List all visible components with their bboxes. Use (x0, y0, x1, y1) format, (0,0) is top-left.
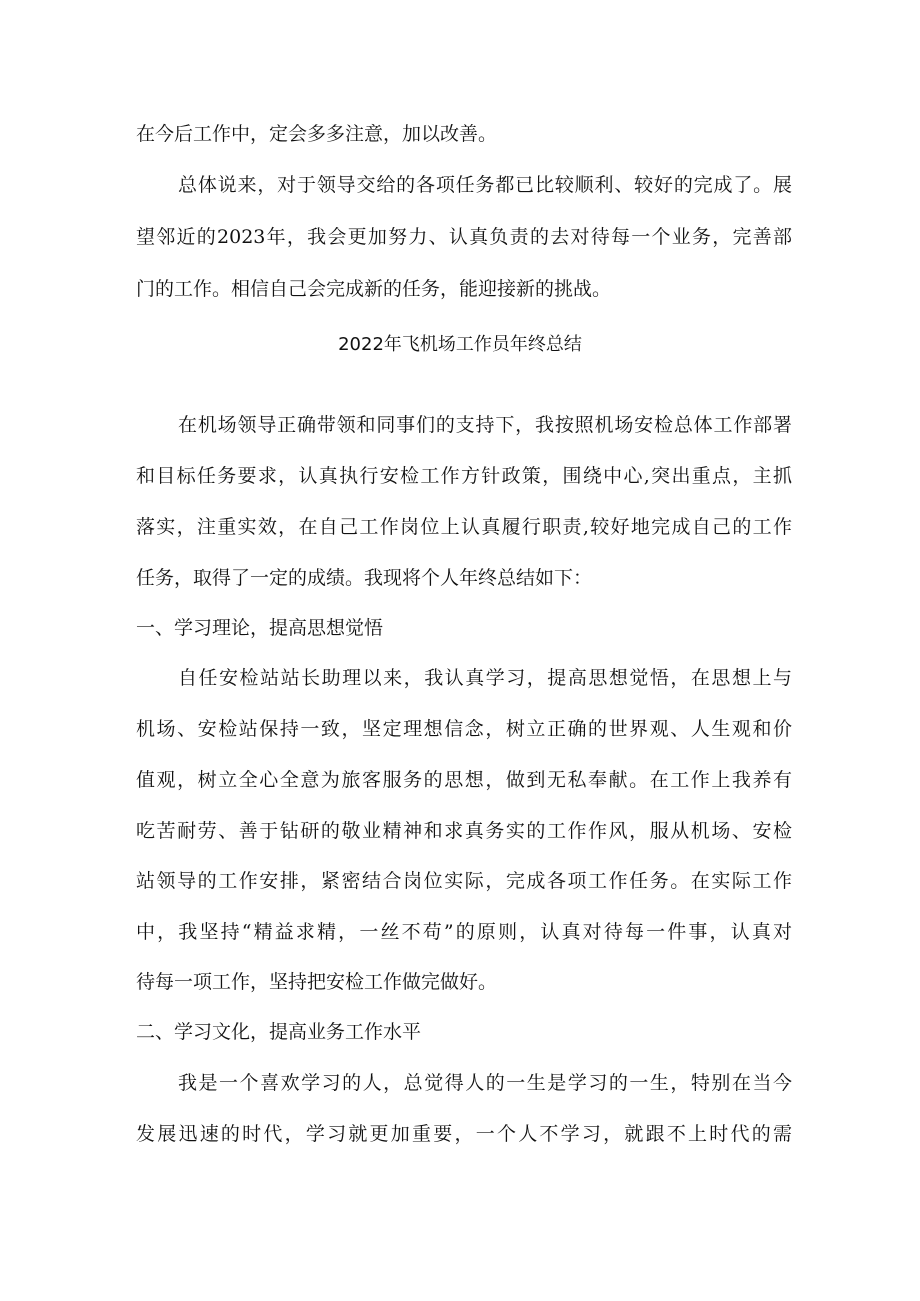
paragraph-line: 总体说来，对于领导交给的各项任务都已比较顺利、较好的完成了。展 (178, 174, 792, 196)
paragraph-line: 发展迅速的时代，学习就更加重要，一个人不学习，就跟不上时代的需 (136, 1123, 792, 1145)
paragraph-line: 值观，树立全心全意为旅客服务的思想，做到无私奉献。在工作上我养有 (136, 769, 792, 791)
paragraph-line: 机场、安检站保持一致，坚定理想信念，树立正确的世界观、人生观和价 (136, 718, 792, 740)
section-heading: 二、学习文化，提高业务工作水平 (136, 1021, 422, 1043)
paragraph-line: 门的工作。相信自己会完成新的任务，能迎接新的挑战。 (136, 278, 612, 300)
paragraph-line: 望邻近的2023年，我会更加努力、认真负责的去对待每一个业务，完善部 (136, 226, 792, 248)
paragraph-line: 在机场领导正确带领和同事们的支持下，我按照机场安检总体工作部署 (178, 414, 792, 436)
paragraph-line: 待每一项工作，坚持把安检工作做完做好。 (136, 971, 498, 993)
paragraph-line: 吃苦耐劳、善于钻研的敬业精神和求真务实的工作作风，服从机场、安检 (136, 820, 792, 842)
paragraph-line: 任务，取得了一定的成绩。我现将个人年终总结如下： (136, 567, 593, 589)
paragraph-line: 中，我坚持“精益求精，一丝不苟”的原则，认真对待每一件事，认真对 (136, 921, 792, 943)
paragraph-line: 和目标任务要求，认真执行安检工作方针政策，围绕中心,突出重点，主抓 (136, 465, 792, 487)
paragraph-line: 落实，注重实效，在自己工作岗位上认真履行职责,较好地完成自己的工作 (136, 516, 792, 538)
paragraph-line: 我是一个喜欢学习的人，总觉得人的一生是学习的一生，特别在当今 (178, 1072, 792, 1094)
paragraph-line: 站领导的工作安排，紧密结合岗位实际，完成各项工作任务。在实际工作 (136, 870, 792, 892)
document-title: 2022年飞机场工作员年终总结 (338, 334, 582, 355)
paragraph-line: 自任安检站站长助理以来，我认真学习，提高思想觉悟，在思想上与 (178, 667, 792, 689)
section-heading: 一、学习理论，提高思想觉悟 (136, 617, 384, 639)
paragraph-line: 在今后工作中，定会多多注意，加以改善。 (136, 123, 498, 145)
